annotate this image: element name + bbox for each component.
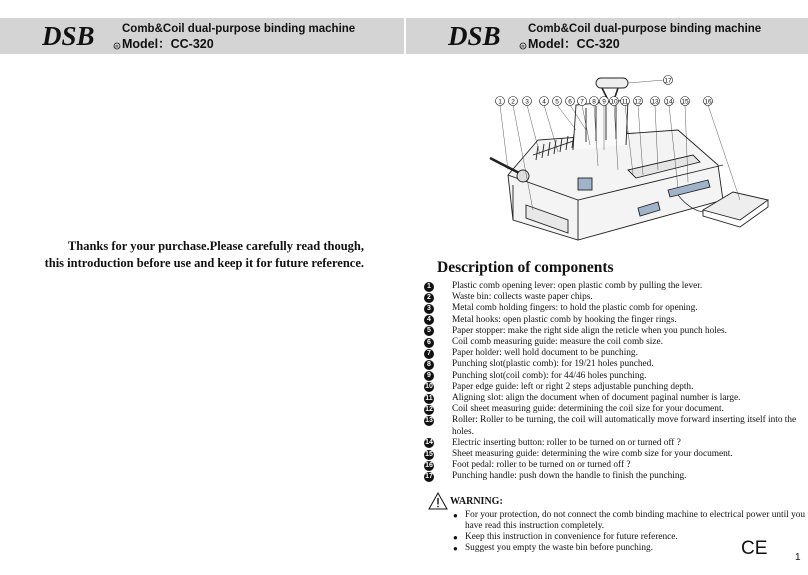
number-badge: 10 [425,383,433,391]
warning-item: ● For your protection, do not connect the comb binding machine to electrical power until you have read this instruction completely. [428,510,808,532]
list-item [424,438,808,449]
number-badge: 4 [424,315,434,325]
callout-marker [621,97,630,106]
header-bar-right [406,18,808,54]
ce-mark-text: CE [741,538,768,557]
svg-text:17: 17 [664,77,672,85]
svg-text:2: 2 [511,98,515,106]
item-text: Foot pedal: roller to be turned on or turned off ? [452,460,631,471]
svg-text:16: 16 [704,98,712,106]
callout-marker [681,97,690,106]
number-badge: 12 [425,405,433,413]
list-item [424,292,808,303]
svg-text:10: 10 [610,98,618,106]
svg-text:7: 7 [580,98,584,106]
number-badge: 14 [425,439,433,447]
intro-line-1: Thanks for your purchase.Please carefully read though, [67,239,364,253]
ce-mark [741,537,769,557]
item-text: Sheet measuring guide: determining the wire comb size for your document. [452,449,733,460]
header-text [528,22,761,52]
svg-text:1: 1 [498,98,502,106]
list-item [424,449,808,460]
warning-triangle-icon [428,492,448,510]
number-badge: 7 [424,349,434,359]
item-text: Metal hooks: open plastic comb by hooking the finger rings. [452,314,677,325]
svg-text:4: 4 [542,98,546,106]
svg-text:14: 14 [665,98,673,106]
list-item [424,371,808,382]
list-item [424,460,808,471]
list-item [424,471,808,482]
callout-marker [600,97,609,106]
callout-marker [634,97,643,106]
svg-text:R: R [115,43,119,49]
number-badge: 16 [425,461,433,469]
number-badge: 8 [424,360,434,370]
list-item [424,281,808,292]
svg-text:6: 6 [568,98,572,106]
list-item [424,382,808,393]
svg-text:15: 15 [681,98,689,106]
svg-text:9: 9 [602,98,606,106]
svg-text:12: 12 [634,98,642,106]
callout-marker [553,97,562,106]
number-badge: 1 [424,282,434,292]
callout-marker [590,97,599,106]
item-text: Paper edge guide: left or right 2 steps adjustable punching depth. [452,381,694,392]
page-number: 1 [795,552,801,563]
item-text: Punching slot(coil comb): for 44/46 holes punching. [452,370,647,381]
list-item [424,303,808,314]
svg-text:11: 11 [621,98,629,106]
header-text [122,22,355,52]
number-badge: 5 [424,326,434,336]
warning-item: ● Keep this instruction in convenience for future reference. [428,532,808,543]
header-bar-left [0,18,404,54]
header-model: Model：CC-320 [528,37,620,51]
callout-marker [651,97,660,106]
number-badge: 3 [424,304,434,314]
callout-marker [540,97,549,106]
header-title: Comb&Coil dual-purpose binding machine [122,23,356,35]
dsb-logo [448,21,528,51]
logo-text: DSB [448,21,501,51]
dsb-logo [42,21,122,51]
number-badge: 13 [425,416,433,424]
svg-text:3: 3 [525,98,529,106]
header-title: Comb&Coil dual-purpose binding machine [528,23,762,35]
svg-text:5: 5 [555,98,559,106]
svg-text:R: R [521,43,525,49]
item-text: Roller: Roller to be turning, the coil will automatically move forward inserting itself into the holes. [452,415,797,437]
callout-marker [664,76,673,85]
warning-title: WARNING: [450,496,503,507]
list-item [424,348,808,359]
callout-marker [509,97,518,106]
item-text: Coil comb measuring guide: measure the coil comb size. [452,337,663,348]
warning-header [428,492,808,510]
list-item [424,315,808,326]
list-item [424,359,808,370]
number-badge: 11 [425,394,433,402]
intro-text [40,238,364,272]
list-item [424,404,808,415]
header-model: Model：CC-320 [122,37,214,51]
machine-illustration [478,70,788,260]
item-text: Aligning slot: align the document when of document paginal number is large. [452,393,741,404]
callout-marker [496,97,505,106]
number-badge: 9 [424,371,434,381]
list-item [424,337,808,348]
item-text: Electric inserting button: roller to be turned on or turned off ? [452,437,681,448]
list-item [424,326,808,337]
number-badge: 15 [425,450,433,458]
callout-marker [523,97,532,106]
number-badge: 6 [424,338,434,348]
logo-text: DSB [42,21,95,51]
list-item [424,415,808,437]
warning-item: ● Suggest you empty the waste bin before punching. [428,543,808,554]
list-item [424,393,808,404]
item-text: Punching handle: push down the handle to finish the punching. [452,471,687,482]
section-title: Description of components [437,259,614,276]
component-list [424,281,808,483]
svg-text:13: 13 [651,98,659,106]
item-text: Waste bin: collects waste paper chips. [452,292,593,303]
item-text: Paper stopper: make the right side align the reticle when you punch holes. [452,325,727,336]
item-text: Coil sheet measuring guide: determining the coil size for your document. [452,404,724,415]
intro-line-2: this introduction before use and keep it for future reference. [44,256,364,270]
number-badge: 17 [425,472,433,480]
callout-marker [578,97,587,106]
item-text: Paper holder: well hold document to be punching. [452,348,638,359]
number-badge: 2 [424,293,434,303]
item-text: Metal comb holding fingers: to hold the plastic comb for opening. [452,303,698,314]
callout-marker [704,97,713,106]
svg-text:8: 8 [592,98,596,106]
callout-marker [610,97,619,106]
callout-marker [665,97,674,106]
item-text: Punching slot(plastic comb): for 19/21 holes punched. [452,359,654,370]
callout-marker [566,97,575,106]
item-text: Plastic comb opening lever: open plastic comb by pulling the lever. [452,281,703,291]
